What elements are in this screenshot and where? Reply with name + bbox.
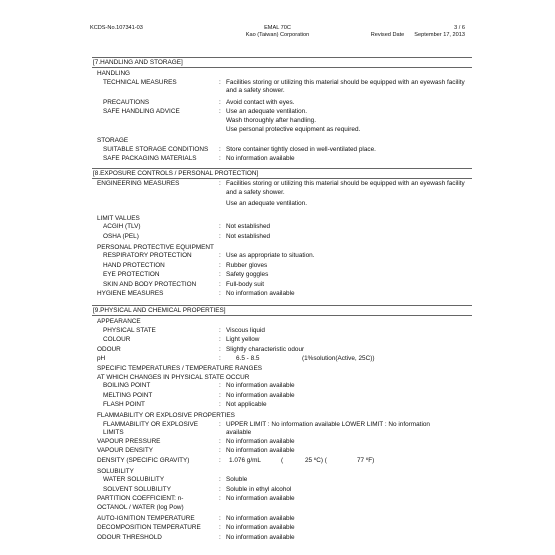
partition-coefficient-row: [92, 495, 472, 512]
engineering-row: [92, 180, 472, 209]
technical-measures-row: [92, 79, 472, 96]
solvent-solubility-row: [92, 486, 472, 496]
colon: :: [219, 420, 221, 428]
field-label: PHYSICAL STATE: [103, 326, 156, 334]
density-celsius: 25 ºC) (: [305, 456, 327, 464]
auto-ignition-row: [92, 515, 472, 525]
solubility-heading: SOLUBILITY: [97, 467, 134, 475]
heading-line: AT WHICH CHANGES IN PHYSICAL STATE OCCUR: [97, 373, 250, 381]
packaging-row: [92, 155, 472, 165]
colon: :: [219, 345, 221, 353]
colon: :: [219, 326, 221, 334]
section-9-title: [9.PHYSICAL AND CHEMICAL PROPERTIES]: [92, 305, 472, 316]
field-label: PRECAUTIONS: [103, 98, 150, 106]
colon: :: [219, 524, 221, 532]
page-number: 3 / 6: [454, 25, 465, 31]
value-line: Use an adequate ventilation.: [226, 200, 308, 208]
field-label: WATER SOLUBILITY: [103, 476, 165, 484]
field-label: [92, 495, 219, 512]
boiling-point-row: [92, 382, 472, 392]
flammability-heading: FLAMMABILITY OR EXPLOSIVE PROPERTIES: [97, 412, 235, 419]
field-value: Store container tightly closed in well-ventilated place.: [226, 145, 376, 153]
value-line: Use an adequate ventilation.: [226, 108, 308, 116]
section-8-title: [8.EXPOSURE CONTROLS / PERSONAL PROTECTION]: [92, 168, 472, 179]
handling-heading: HANDLING: [97, 70, 131, 77]
skin-row: [92, 281, 472, 291]
colon: :: [219, 447, 221, 455]
field-label: HAND PROTECTION: [103, 261, 165, 269]
field-label: COLOUR: [103, 336, 131, 344]
revised-date: September 17, 2013: [414, 32, 465, 38]
colon: :: [219, 514, 221, 522]
eye-row: [92, 271, 472, 281]
density-value: 1.076 g/mL: [229, 456, 261, 464]
field-value: No information available: [226, 447, 295, 455]
field-value: [226, 457, 472, 467]
field-label: ENGINEERING MEASURES: [97, 179, 180, 187]
revised-row: [371, 32, 465, 39]
temperatures-heading: [92, 365, 472, 382]
product-name: EMAL 70C: [264, 25, 291, 31]
field-label: VAPOUR PRESSURE: [97, 437, 161, 445]
vapour-density-row: [92, 447, 472, 457]
appearance-heading: APPEARANCE: [97, 318, 141, 326]
heading-line: SPECIFIC TEMPERATURES / TEMPERATURE RANGES: [97, 365, 262, 373]
value-line: Wash thoroughly after handling.: [226, 116, 316, 124]
value-line: Use personal protective equipment as required.: [226, 125, 361, 133]
field-label: HYGIENE MEASURES: [97, 290, 164, 298]
section-7-title: [7.HANDLING AND STORAGE]: [92, 57, 472, 68]
field-label: DENSITY (SPECIFIC GRAVITY): [97, 456, 190, 464]
header-center: [0, 25, 555, 39]
field-label: EYE PROTECTION: [103, 271, 160, 279]
flammability-row: [92, 421, 472, 438]
field-value: Slightly characteristic odour: [226, 345, 305, 353]
field-value: No information available: [226, 524, 295, 532]
colon: :: [219, 145, 221, 153]
flash-point-row: [92, 401, 472, 411]
field-label: VAPOUR DENSITY: [97, 447, 153, 455]
field-value: Soluble: [226, 476, 248, 484]
density-fahrenheit: 77 ºF): [357, 456, 375, 464]
field-value: Use as appropriate to situation.: [226, 252, 315, 260]
colon: :: [219, 155, 221, 163]
limit-values-heading: LIMIT VALUES: [97, 214, 140, 222]
field-value: Avoid contact with eyes.: [226, 98, 295, 106]
ph-value: 6.5 - 8.5: [236, 355, 260, 363]
field-value: Not established: [226, 232, 271, 240]
colon: :: [219, 382, 221, 390]
storage-conditions-row: [92, 146, 472, 156]
field-value: Soluble in ethyl alcohol: [226, 485, 292, 493]
document-id: KCDS-No.107341-03: [90, 25, 143, 31]
field-label: [92, 421, 219, 438]
field-label: SAFE PACKAGING MATERIALS: [103, 155, 197, 163]
field-label: ODOUR THRESHOLD: [97, 533, 162, 541]
respiratory-row: [92, 252, 472, 262]
colon: :: [219, 98, 221, 106]
field-label: DECOMPOSITION TEMPERATURE: [97, 524, 201, 532]
ppe-heading: PERSONAL PROTECTIVE EQUIPMENT: [97, 243, 214, 251]
field-value: Full-body suit: [226, 280, 265, 288]
precautions-row: [92, 99, 472, 109]
acgih-row: [92, 223, 472, 233]
ph-row: [92, 355, 472, 365]
colon: :: [219, 355, 221, 363]
odour-threshold-row: [92, 534, 472, 544]
colon: :: [219, 495, 221, 503]
colon: :: [219, 437, 221, 445]
colon: :: [219, 476, 221, 484]
ph-note: (1%solution(Active, 25C)): [302, 355, 375, 363]
colour-row: [92, 336, 472, 346]
hand-row: [92, 262, 472, 272]
colon: :: [219, 179, 221, 187]
field-label: AUTO-IGNITION TEMPERATURE: [97, 514, 195, 522]
density-paren: (: [281, 456, 284, 464]
field-value: [226, 355, 472, 365]
value-line: available: [226, 429, 252, 437]
field-value: [226, 421, 472, 438]
field-value: Facilities storing or utilizing this material should be equipped with an eyewash facility and a safety shower.: [226, 78, 465, 95]
safe-handling-row: [92, 108, 472, 134]
label-line: OCTANOL / WATER (log Pow): [97, 503, 184, 511]
field-label: ODOUR: [97, 345, 121, 353]
field-value: No information available: [226, 495, 295, 503]
field-value: No information available: [226, 391, 295, 399]
melting-point-row: [92, 392, 472, 402]
field-value: Viscous liquid: [226, 326, 265, 334]
field-value: No information available: [226, 514, 295, 522]
colon: :: [219, 261, 221, 269]
physical-state-row: [92, 327, 472, 337]
field-label: BOILING POINT: [103, 382, 151, 390]
colon: :: [219, 108, 221, 116]
field-value: No information available: [226, 155, 295, 163]
field-value: Safety goggles: [226, 271, 269, 279]
field-label: TECHNICAL MEASURES: [103, 78, 177, 86]
colon: :: [219, 232, 221, 240]
colon: :: [219, 290, 221, 298]
field-value: Not established: [226, 223, 271, 231]
field-label: pH: [97, 355, 106, 363]
company-name: Kao (Taiwan) Corporation: [245, 32, 310, 38]
storage-heading: STORAGE: [97, 137, 129, 145]
odour-row: [92, 346, 472, 356]
field-value: [226, 108, 472, 134]
colon: :: [219, 252, 221, 260]
colon: :: [219, 485, 221, 493]
label-line: PARTITION COEFFICIENT: n-: [97, 495, 184, 503]
colon: :: [219, 533, 221, 541]
header-right: [371, 25, 465, 39]
hygiene-row: [92, 290, 472, 300]
field-label: OSHA (PEL): [103, 232, 139, 240]
field-value: Rubber gloves: [226, 261, 268, 269]
field-value: No information available: [226, 382, 295, 390]
colon: :: [219, 336, 221, 344]
field-value: No information available: [226, 437, 295, 445]
colon: :: [219, 223, 221, 231]
value-line: Facilities storing or utilizing this material should be equipped with an eyewash facility and a safety shower.: [226, 179, 465, 196]
water-solubility-row: [92, 476, 472, 486]
colon: :: [219, 456, 221, 464]
field-label: ACGIH (TLV): [103, 223, 141, 231]
content: [92, 57, 472, 543]
decomposition-row: [92, 524, 472, 534]
revised-label: Revised Date: [370, 32, 405, 38]
field-label: RESPIRATORY PROTECTION: [103, 252, 192, 260]
field-value: [226, 180, 472, 209]
osha-row: [92, 233, 472, 243]
field-label: FLASH POINT: [103, 401, 145, 409]
field-label: MELTING POINT: [103, 391, 153, 399]
colon: :: [219, 78, 221, 86]
vapour-pressure-row: [92, 438, 472, 448]
label-line: FLAMMABILITY OR EXPLOSIVE: [103, 420, 199, 428]
field-label: SOLVENT SOLUBILITY: [103, 485, 171, 493]
value-line: UPPER LIMIT : No information available LOWER LIMIT : No information: [226, 420, 430, 428]
field-label: SAFE HANDLING ADVICE: [103, 108, 180, 116]
colon: :: [219, 280, 221, 288]
colon: :: [219, 391, 221, 399]
field-value: No information available: [226, 290, 295, 298]
field-label: SKIN AND BODY PROTECTION: [103, 280, 197, 288]
field-value: Light yellow: [226, 336, 260, 344]
colon: :: [219, 271, 221, 279]
density-row: [92, 457, 472, 467]
field-value: No information available: [226, 533, 295, 541]
field-value: Not applicable: [226, 401, 267, 409]
label-line: LIMITS: [103, 429, 124, 437]
colon: :: [219, 401, 221, 409]
field-label: SUITABLE STORAGE CONDITIONS: [103, 145, 209, 153]
